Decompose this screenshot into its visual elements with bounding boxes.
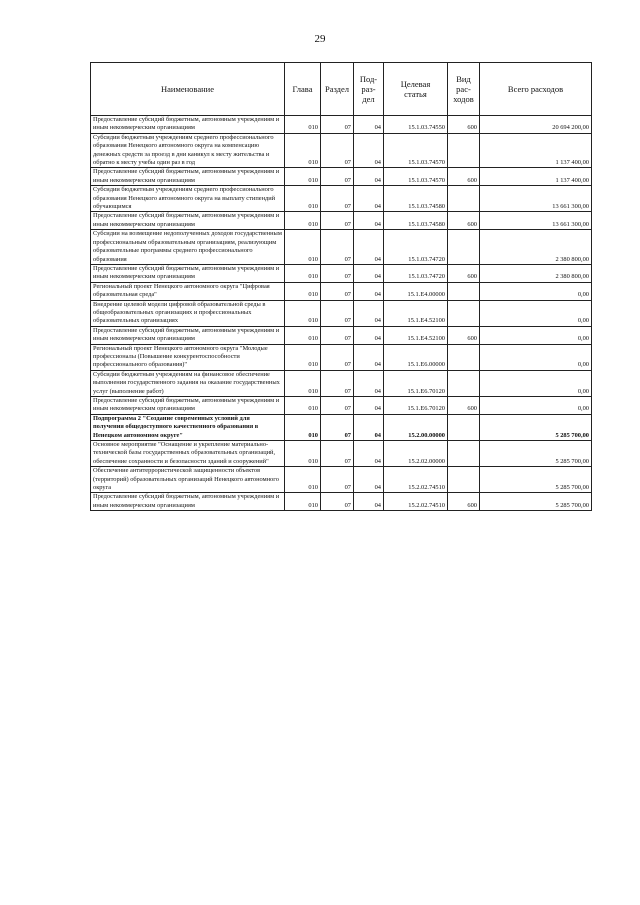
cell-celevaya: 15.1.03.74570	[384, 133, 448, 168]
table-row	[91, 116, 592, 134]
cell-name: Предоставление субсидий бюджетным, автономным учреждениям и иным некоммерческим организациям	[91, 326, 285, 344]
cell-celevaya: 15.1.03.74570	[384, 168, 448, 186]
table-row	[91, 370, 592, 396]
cell-razdel: 07	[321, 441, 354, 467]
cell-celevaya: 15.1.E6.00000	[384, 344, 448, 370]
table-row	[91, 282, 592, 300]
cell-name: Предоставление субсидий бюджетным, автономным учреждениям и иным некоммерческим организациям	[91, 264, 285, 282]
cell-glava: 010	[285, 186, 321, 212]
cell-vid: 600	[448, 116, 480, 134]
cell-glava: 010	[285, 133, 321, 168]
header-name: Наименование	[91, 63, 285, 116]
cell-vid: 600	[448, 397, 480, 415]
table-row	[91, 186, 592, 212]
cell-celevaya: 15.1.03.74550	[384, 116, 448, 134]
cell-sum: 5 285 700,00	[480, 467, 592, 493]
cell-name: Основное мероприятие "Оснащение и укрепление материально-технической базы государственных образовательных организаций, обеспечение сохранности и безопасности зданий и сооружений"	[91, 441, 285, 467]
cell-name: Подпрограмма 2 "Создание современных условий для получения общедоступного качественного образования в Ненецком автономном округе"	[91, 414, 285, 440]
table-body	[91, 116, 592, 511]
cell-celevaya: 15.1.03.74720	[384, 230, 448, 265]
cell-podrazdel: 04	[354, 282, 384, 300]
cell-sum: 0,00	[480, 397, 592, 415]
cell-vid	[448, 467, 480, 493]
cell-sum: 0,00	[480, 300, 592, 326]
cell-podrazdel: 04	[354, 230, 384, 265]
table-row	[91, 133, 592, 168]
cell-sum: 13 661 300,00	[480, 212, 592, 230]
cell-podrazdel: 04	[354, 467, 384, 493]
cell-celevaya: 15.2.00.00000	[384, 414, 448, 440]
cell-celevaya: 15.1.03.74580	[384, 212, 448, 230]
table-header-row	[91, 63, 592, 116]
cell-podrazdel: 04	[354, 397, 384, 415]
cell-name: Предоставление субсидий бюджетным, автономным учреждениям и иным некоммерческим организациям	[91, 212, 285, 230]
cell-glava: 010	[285, 230, 321, 265]
cell-name: Субсидии бюджетным учреждениям на финансовое обеспечение выполнения государственного задания на оказание государственных услуг (выполнение работ)	[91, 370, 285, 396]
table-row	[91, 441, 592, 467]
cell-name: Региональный проект Ненецкого автономного округа "Цифровая образовательная среда"	[91, 282, 285, 300]
cell-podrazdel: 04	[354, 264, 384, 282]
cell-glava: 010	[285, 212, 321, 230]
cell-podrazdel: 04	[354, 186, 384, 212]
table-row	[91, 493, 592, 511]
cell-vid	[448, 186, 480, 212]
cell-celevaya: 15.2.02.00000	[384, 441, 448, 467]
budget-table	[90, 62, 592, 511]
cell-sum: 1 137 400,00	[480, 168, 592, 186]
header-celevaya: Целевая статья	[384, 63, 448, 116]
cell-razdel: 07	[321, 264, 354, 282]
cell-podrazdel: 04	[354, 326, 384, 344]
cell-vid	[448, 344, 480, 370]
cell-podrazdel: 04	[354, 212, 384, 230]
cell-sum: 0,00	[480, 344, 592, 370]
cell-podrazdel: 04	[354, 168, 384, 186]
cell-razdel: 07	[321, 230, 354, 265]
header-podrazdel: Под- раз- дел	[354, 63, 384, 116]
cell-sum: 2 380 800,00	[480, 230, 592, 265]
cell-vid: 600	[448, 168, 480, 186]
cell-razdel: 07	[321, 282, 354, 300]
cell-name: Предоставление субсидий бюджетным, автономным учреждениям и иным некоммерческим организациям	[91, 116, 285, 134]
cell-celevaya: 15.1.E4.52100	[384, 326, 448, 344]
cell-sum: 0,00	[480, 370, 592, 396]
cell-vid	[448, 414, 480, 440]
cell-vid: 600	[448, 212, 480, 230]
cell-celevaya: 15.1.E6.70120	[384, 397, 448, 415]
cell-razdel: 07	[321, 326, 354, 344]
cell-sum: 13 661 300,00	[480, 186, 592, 212]
table-row	[91, 326, 592, 344]
header-razdel: Раздел	[321, 63, 354, 116]
cell-glava: 010	[285, 264, 321, 282]
cell-vid	[448, 441, 480, 467]
cell-glava: 010	[285, 493, 321, 511]
cell-podrazdel: 04	[354, 493, 384, 511]
cell-razdel: 07	[321, 300, 354, 326]
cell-celevaya: 15.1.03.74580	[384, 186, 448, 212]
cell-name: Субсидии бюджетным учреждениям среднего профессионального образования Ненецкого автономного округа на компенсацию денежных средств за проезд в дни каникул к месту жительства и обратно к месту учебы один раз в год	[91, 133, 285, 168]
table-row	[91, 467, 592, 493]
cell-glava: 010	[285, 441, 321, 467]
cell-name: Субсидии на возмещение недополученных доходов государственным профессиональным образовательным организациям, реализующим образовательные программы среднего профессионального образования	[91, 230, 285, 265]
cell-glava: 010	[285, 116, 321, 134]
table-row	[91, 300, 592, 326]
cell-vid	[448, 370, 480, 396]
cell-celevaya: 15.2.02.74510	[384, 493, 448, 511]
cell-podrazdel: 04	[354, 370, 384, 396]
cell-vid: 600	[448, 493, 480, 511]
table-row	[91, 168, 592, 186]
cell-vid	[448, 282, 480, 300]
cell-glava: 010	[285, 168, 321, 186]
cell-podrazdel: 04	[354, 441, 384, 467]
table-row	[91, 414, 592, 440]
cell-sum: 1 137 400,00	[480, 133, 592, 168]
cell-razdel: 07	[321, 467, 354, 493]
table-row	[91, 264, 592, 282]
table-row	[91, 397, 592, 415]
cell-podrazdel: 04	[354, 116, 384, 134]
cell-podrazdel: 04	[354, 344, 384, 370]
cell-podrazdel: 04	[354, 133, 384, 168]
cell-name: Региональный проект Ненецкого автономного округа "Молодые профессионалы (Повышение конкурентоспособности профессионального образования)"	[91, 344, 285, 370]
cell-name: Предоставление субсидий бюджетным, автономным учреждениям и иным некоммерческим организациям	[91, 397, 285, 415]
table-row	[91, 212, 592, 230]
cell-podrazdel: 04	[354, 300, 384, 326]
cell-sum: 2 380 800,00	[480, 264, 592, 282]
cell-razdel: 07	[321, 344, 354, 370]
cell-glava: 010	[285, 300, 321, 326]
cell-sum: 5 285 700,00	[480, 493, 592, 511]
cell-celevaya: 15.1.E4.00000	[384, 282, 448, 300]
cell-razdel: 07	[321, 168, 354, 186]
cell-vid: 600	[448, 326, 480, 344]
cell-vid	[448, 133, 480, 168]
table-row	[91, 230, 592, 265]
cell-razdel: 07	[321, 370, 354, 396]
cell-razdel: 07	[321, 186, 354, 212]
cell-sum: 0,00	[480, 282, 592, 300]
cell-name: Внедрение целевой модели цифровой образовательной среды в общеобразовательных организациях и профессиональных образовательных организациях	[91, 300, 285, 326]
cell-razdel: 07	[321, 133, 354, 168]
header-vid: Вид рас- ходов	[448, 63, 480, 116]
cell-razdel: 07	[321, 397, 354, 415]
cell-celevaya: 15.1.E6.70120	[384, 370, 448, 396]
header-glava: Глава	[285, 63, 321, 116]
cell-razdel: 07	[321, 116, 354, 134]
cell-razdel: 07	[321, 493, 354, 511]
cell-celevaya: 15.1.03.74720	[384, 264, 448, 282]
cell-glava: 010	[285, 414, 321, 440]
cell-name: Предоставление субсидий бюджетным, автономным учреждениям и иным некоммерческим организациям	[91, 493, 285, 511]
cell-glava: 010	[285, 397, 321, 415]
cell-vid: 600	[448, 264, 480, 282]
header-sum: Всего расходов	[480, 63, 592, 116]
table-row	[91, 344, 592, 370]
cell-podrazdel: 04	[354, 414, 384, 440]
cell-glava: 010	[285, 467, 321, 493]
cell-celevaya: 15.2.02.74510	[384, 467, 448, 493]
cell-razdel: 07	[321, 212, 354, 230]
cell-vid	[448, 300, 480, 326]
cell-name: Предоставление субсидий бюджетным, автономным учреждениям и иным некоммерческим организациям	[91, 168, 285, 186]
cell-sum: 5 285 700,00	[480, 414, 592, 440]
cell-sum: 0,00	[480, 326, 592, 344]
cell-razdel: 07	[321, 414, 354, 440]
page-number: 29	[314, 33, 326, 45]
cell-glava: 010	[285, 282, 321, 300]
cell-glava: 010	[285, 370, 321, 396]
cell-sum: 20 694 200,00	[480, 116, 592, 134]
cell-glava: 010	[285, 326, 321, 344]
cell-sum: 5 285 700,00	[480, 441, 592, 467]
cell-vid	[448, 230, 480, 265]
cell-glava: 010	[285, 344, 321, 370]
cell-celevaya: 15.1.E4.52100	[384, 300, 448, 326]
cell-name: Обеспечение антитеррористической защищенности объектов (территорий) образовательных организаций Ненецкого автономного округа	[91, 467, 285, 493]
cell-name: Субсидии бюджетным учреждениям среднего профессионального образования Ненецкого автономного округа на выплату стипендий обучающимся	[91, 186, 285, 212]
